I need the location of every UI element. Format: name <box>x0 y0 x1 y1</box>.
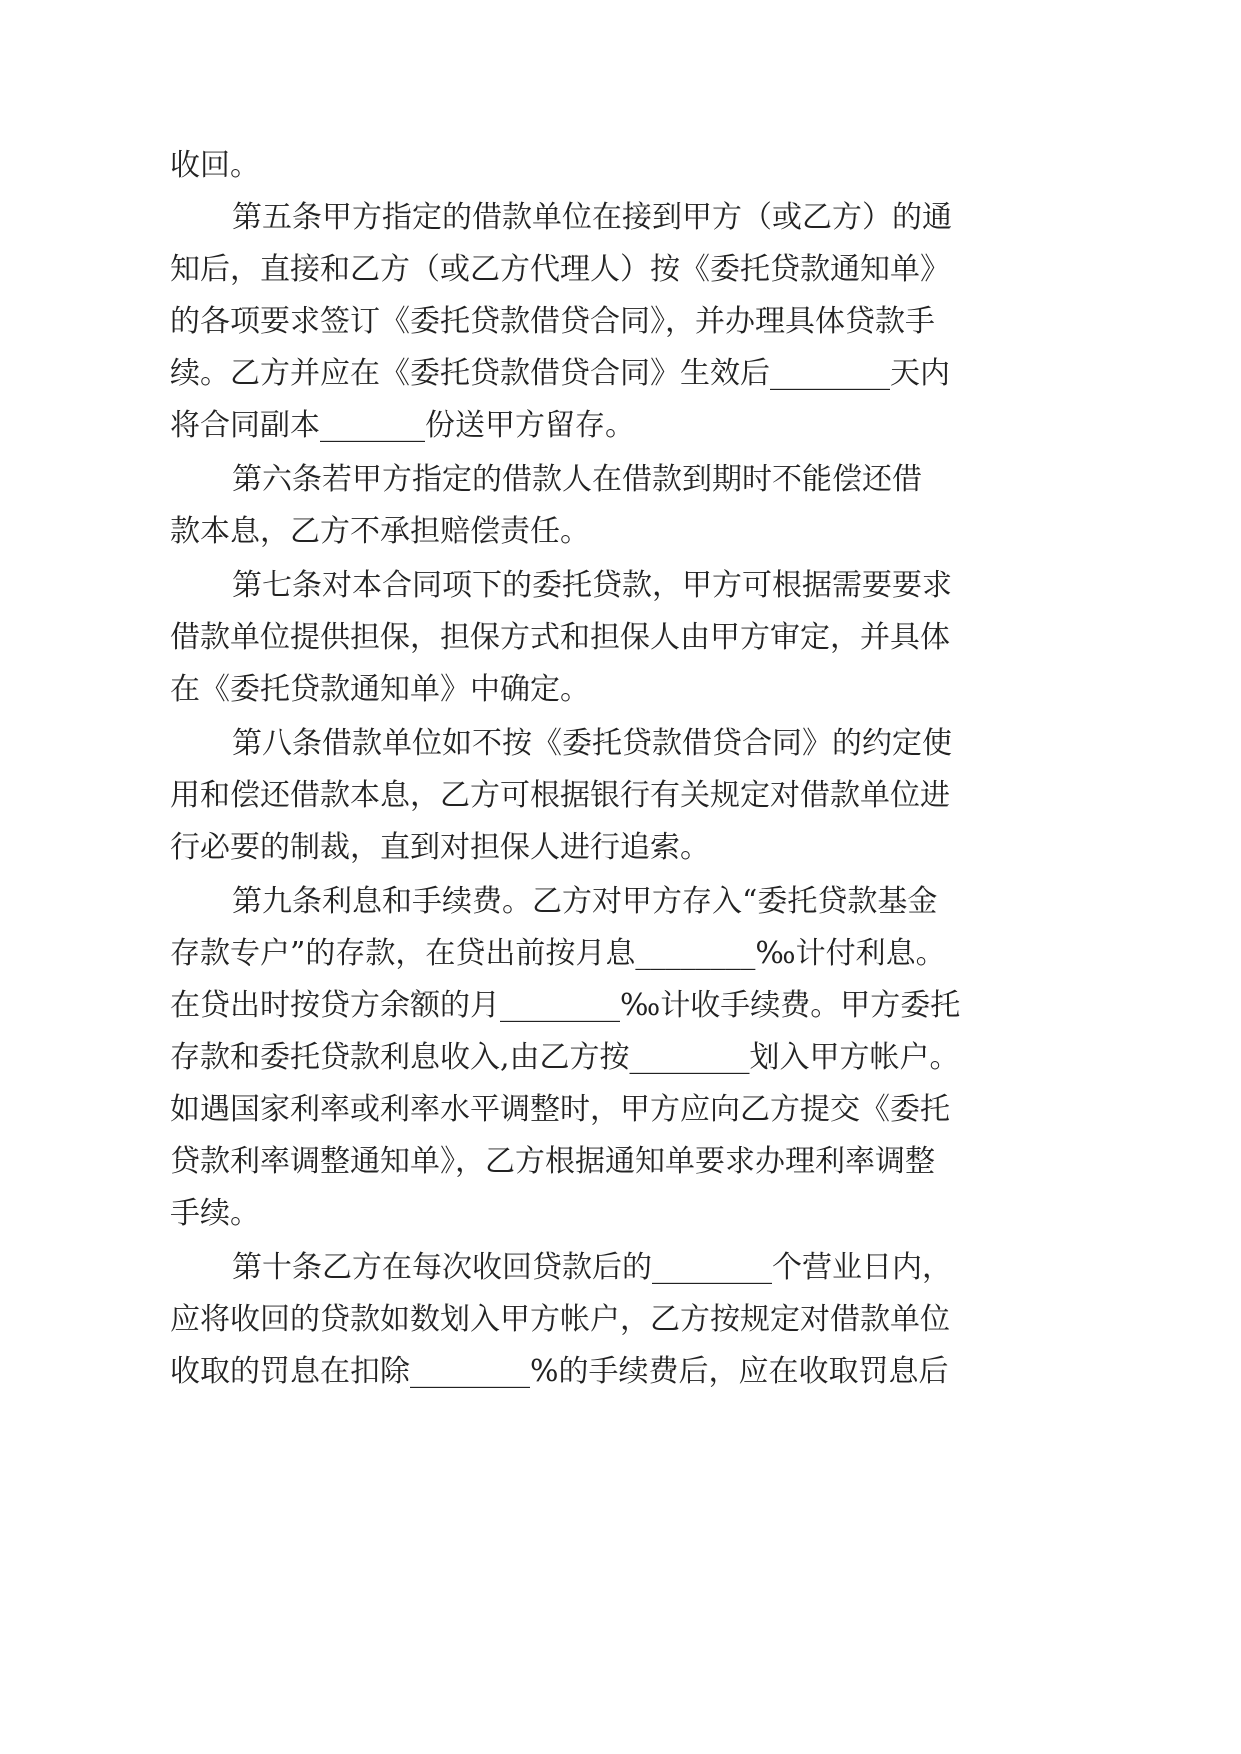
text-line: 存款和委托贷款利息收入,由乙方按________划入甲方帐户。 <box>170 1040 960 1075</box>
text-line: 在《委托贷款通知单》中确定。 <box>170 672 590 707</box>
text-line: 应将收回的贷款如数划入甲方帐户，乙方按规定对借款单位 <box>170 1302 950 1337</box>
text-line: 在贷出时按贷方余额的月________‰计收手续费。甲方委托 <box>170 988 961 1023</box>
text-line: 知后，直接和乙方（或乙方代理人）按《委托贷款通知单》 <box>170 252 950 287</box>
text-line: 第八条借款单位如不按《委托贷款借贷合同》的约定使 <box>232 726 952 761</box>
text-line: 贷款利率调整通知单》，乙方根据通知单要求办理利率调整 <box>170 1144 935 1179</box>
text-line: 第九条利息和手续费。乙方对甲方存入“委托贷款基金 <box>232 884 938 919</box>
text-line: 第五条甲方指定的借款单位在接到甲方（或乙方）的通 <box>232 200 952 235</box>
text-line: 第七条对本合同项下的委托贷款，甲方可根据需要要求 <box>232 568 952 603</box>
text-line: 行必要的制裁，直到对担保人进行追索。 <box>170 830 710 865</box>
text-line: 存款专户”的存款，在贷出前按月息________‰计付利息。 <box>170 936 946 971</box>
text-line: 如遇国家利率或利率水平调整时，甲方应向乙方提交《委托 <box>170 1092 950 1127</box>
text-line: 用和偿还借款本息，乙方可根据银行有关规定对借款单位进 <box>170 778 950 813</box>
text-line: 第六条若甲方指定的借款人在借款到期时不能偿还借 <box>232 462 922 497</box>
text-line: 收回。 <box>170 148 260 183</box>
text-line: 手续。 <box>170 1196 260 1231</box>
text-line: 续。乙方并应在《委托贷款借贷合同》生效后________天内 <box>170 356 950 391</box>
text-line: 第十条乙方在每次收回贷款后的________个营业日内， <box>232 1250 952 1285</box>
text-line: 款本息，乙方不承担赔偿责任。 <box>170 514 590 549</box>
text-line: 将合同副本_______份送甲方留存。 <box>170 408 635 443</box>
text-line: 的各项要求签订《委托贷款借贷合同》，并办理具体贷款手 <box>170 304 935 339</box>
text-line: 借款单位提供担保，担保方式和担保人由甲方审定，并具体 <box>170 620 950 655</box>
text-line: 收取的罚息在扣除________%的手续费后，应在收取罚息后 <box>170 1354 949 1389</box>
